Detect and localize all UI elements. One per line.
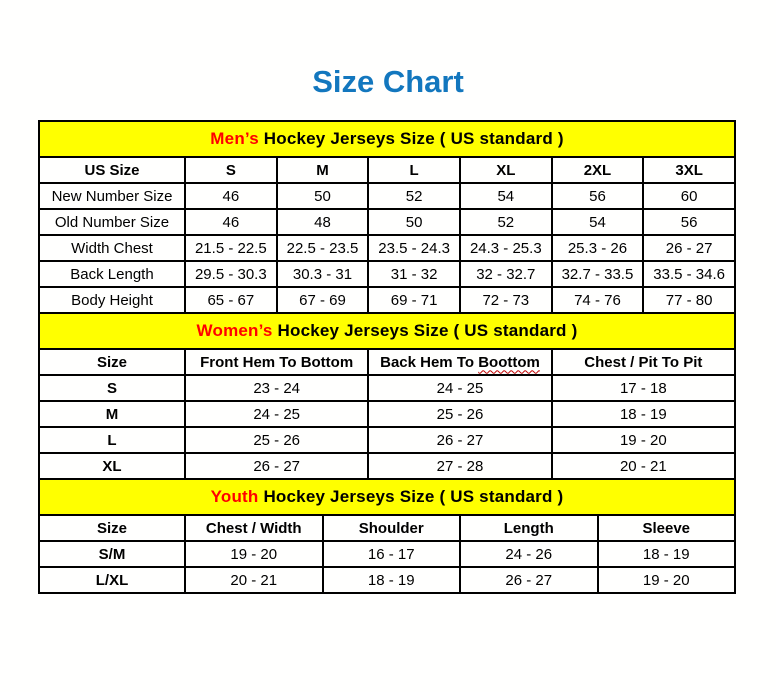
mens-value-cell: 46 [185, 183, 277, 209]
mens-value-cell: 74 - 76 [552, 287, 644, 313]
womens-header-row [39, 349, 735, 375]
mens-banner [39, 121, 735, 157]
mens-value-cell: 54 [460, 183, 552, 209]
womens-column-header: Front Hem To Bottom [185, 349, 368, 375]
mens-column-header: S [185, 157, 277, 183]
youth-banner-category: Youth [210, 487, 259, 506]
mens-row [39, 209, 735, 235]
womens-row [39, 453, 735, 479]
womens-value-cell: 26 - 27 [185, 453, 368, 479]
womens-banner-text: Hockey Jerseys Size ( US standard ) [277, 321, 578, 340]
youth-value-cell: 20 - 21 [185, 567, 323, 593]
page-title: Size Chart [312, 64, 464, 99]
youth-value-cell: 24 - 26 [460, 541, 598, 567]
mens-value-cell: 50 [277, 183, 369, 209]
mens-value-cell: 30.3 - 31 [277, 261, 369, 287]
size-tables [38, 120, 736, 594]
mens-column-header: XL [460, 157, 552, 183]
mens-row [39, 261, 735, 287]
mens-value-cell: 29.5 - 30.3 [185, 261, 277, 287]
mens-value-cell: 67 - 69 [277, 287, 369, 313]
mens-value-cell: 32 - 32.7 [460, 261, 552, 287]
youth-banner-text: Hockey Jerseys Size ( US standard ) [263, 487, 564, 506]
mens-value-cell: 60 [643, 183, 735, 209]
womens-value-cell: 17 - 18 [552, 375, 735, 401]
mens-value-cell: 50 [368, 209, 460, 235]
mens-column-header: M [277, 157, 369, 183]
mens-value-cell: 46 [185, 209, 277, 235]
womens-value-cell: 25 - 26 [368, 401, 551, 427]
womens-row-label: XL [39, 453, 185, 479]
mens-value-cell: 22.5 - 23.5 [277, 235, 369, 261]
mens-value-cell: 77 - 80 [643, 287, 735, 313]
womens-row [39, 427, 735, 453]
womens-value-cell: 19 - 20 [552, 427, 735, 453]
mens-row-label: New Number Size [39, 183, 185, 209]
mens-banner-category: Men’s [210, 129, 259, 148]
youth-value-cell: 18 - 19 [598, 541, 736, 567]
womens-column-header: Size [39, 349, 185, 375]
womens-value-cell: 23 - 24 [185, 375, 368, 401]
mens-column-header: 3XL [643, 157, 735, 183]
womens-value-cell: 26 - 27 [368, 427, 551, 453]
womens-banner-row [39, 313, 735, 349]
mens-value-cell: 21.5 - 22.5 [185, 235, 277, 261]
womens-row-label: M [39, 401, 185, 427]
womens-column-header: Chest / Pit To Pit [552, 349, 735, 375]
mens-value-cell: 72 - 73 [460, 287, 552, 313]
youth-banner-row [39, 479, 735, 515]
youth-value-cell: 19 - 20 [598, 567, 736, 593]
mens-value-cell: 52 [460, 209, 552, 235]
womens-banner [39, 313, 735, 349]
youth-column-header: Shoulder [323, 515, 461, 541]
mens-column-header: US Size [39, 157, 185, 183]
youth-value-cell: 18 - 19 [323, 567, 461, 593]
youth-header-row [39, 515, 735, 541]
mens-row-label: Back Length [39, 261, 185, 287]
mens-value-cell: 48 [277, 209, 369, 235]
youth-value-cell: 19 - 20 [185, 541, 323, 567]
youth-size-table [38, 478, 736, 594]
womens-value-cell: 18 - 19 [552, 401, 735, 427]
mens-value-cell: 65 - 67 [185, 287, 277, 313]
youth-column-header: Sleeve [598, 515, 736, 541]
womens-row [39, 375, 735, 401]
youth-column-header: Size [39, 515, 185, 541]
mens-banner-text: Hockey Jerseys Size ( US standard ) [263, 129, 564, 148]
womens-value-cell: 24 - 25 [185, 401, 368, 427]
mens-value-cell: 69 - 71 [368, 287, 460, 313]
mens-value-cell: 52 [368, 183, 460, 209]
mens-value-cell: 25.3 - 26 [552, 235, 644, 261]
mens-value-cell: 54 [552, 209, 644, 235]
womens-row-label: L [39, 427, 185, 453]
mens-column-header: L [368, 157, 460, 183]
mens-value-cell: 56 [552, 183, 644, 209]
youth-row [39, 541, 735, 567]
womens-value-cell: 20 - 21 [552, 453, 735, 479]
youth-value-cell: 16 - 17 [323, 541, 461, 567]
mens-row [39, 287, 735, 313]
womens-row-label: S [39, 375, 185, 401]
mens-size-table [38, 120, 736, 314]
mens-value-cell: 33.5 - 34.6 [643, 261, 735, 287]
mens-column-header: 2XL [552, 157, 644, 183]
youth-row-label: S/M [39, 541, 185, 567]
youth-row-label: L/XL [39, 567, 185, 593]
womens-size-table [38, 312, 736, 480]
mens-value-cell: 26 - 27 [643, 235, 735, 261]
mens-value-cell: 24.3 - 25.3 [460, 235, 552, 261]
misspelled-word: Boottom [478, 353, 540, 371]
youth-banner [39, 479, 735, 515]
mens-row-label: Width Chest [39, 235, 185, 261]
mens-row [39, 183, 735, 209]
mens-value-cell: 31 - 32 [368, 261, 460, 287]
youth-column-header: Length [460, 515, 598, 541]
youth-row [39, 567, 735, 593]
mens-value-cell: 23.5 - 24.3 [368, 235, 460, 261]
youth-column-header: Chest / Width [185, 515, 323, 541]
mens-row-label: Body Height [39, 287, 185, 313]
womens-row [39, 401, 735, 427]
column-header-text: Back Hem To [380, 353, 479, 371]
mens-banner-row [39, 121, 735, 157]
womens-value-cell: 27 - 28 [368, 453, 551, 479]
youth-value-cell: 26 - 27 [460, 567, 598, 593]
womens-value-cell: 24 - 25 [368, 375, 551, 401]
mens-row [39, 235, 735, 261]
womens-banner-category: Women’s [196, 321, 273, 340]
womens-value-cell: 25 - 26 [185, 427, 368, 453]
mens-header-row [39, 157, 735, 183]
mens-row-label: Old Number Size [39, 209, 185, 235]
womens-column-header [368, 349, 551, 375]
mens-value-cell: 56 [643, 209, 735, 235]
mens-value-cell: 32.7 - 33.5 [552, 261, 644, 287]
